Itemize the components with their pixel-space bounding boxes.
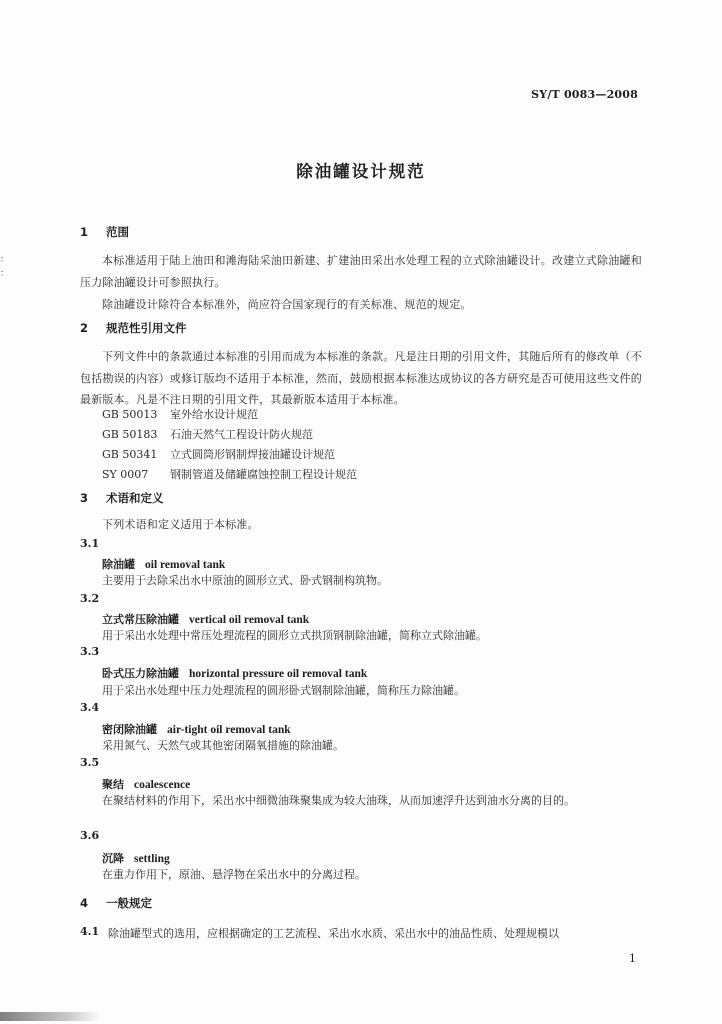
term-clause-number: 3.1: [80, 537, 100, 550]
term-definition: 用于采出水处理中压力处理流程的圆形卧式钢制除油罐，简称压力除油罐。: [102, 684, 465, 697]
references-intro-paragraph: 下列文件中的条款通过本标准的引用而成为本标准的条款。凡是注日期的引用文件，其随后所有的修改单（不包括勘误的内容）或修订版均不适用于本标准，然而，鼓励根据本标准达成协议的各方研究是否可使用这些文件的最新版本。凡是不注日期的引用文件，其最新版本适用于本标准。: [80, 350, 642, 407]
clause-number: 4.1: [80, 925, 100, 938]
term-english: air-tight oil removal tank: [167, 724, 291, 736]
document-code-header: SY/T 0083—2008: [531, 88, 638, 101]
section-heading-general: [80, 895, 152, 911]
term-english: coalescence: [134, 779, 191, 791]
term-clause-number: 3.2: [80, 592, 100, 605]
reference-item: [102, 405, 258, 425]
section-number: 2: [80, 321, 89, 335]
term-clause-number: 3.3: [80, 645, 100, 658]
term-heading: [102, 665, 367, 681]
section-heading-references: [80, 320, 187, 336]
section-title: 规范性引用文件: [106, 321, 187, 335]
term-definition: 用于采出水处理中常压处理流程的圆形立式拱顶钢制除油罐，简称立式除油罐。: [102, 629, 487, 642]
section-number: 4: [80, 896, 89, 910]
section-title: 术语和定义: [106, 491, 164, 505]
section-number: 1: [80, 225, 89, 239]
reference-item: [102, 445, 335, 465]
document-title: 除油罐设计规范: [296, 162, 426, 181]
term-chinese: 密闭除油罐: [102, 723, 157, 736]
section-number: 3: [80, 491, 89, 505]
reference-name: 室外给水设计规范: [170, 408, 258, 421]
term-chinese: 立式常压除油罐: [102, 613, 179, 626]
term-clause-number: 3.6: [80, 829, 100, 842]
section-title: 范围: [106, 225, 129, 239]
scan-margin-mark: ：: [0, 255, 10, 265]
scope-paragraph: 本标准适用于陆上油田和滩海陆采油田新建、扩建油田采出水处理工程的立式除油罐设计。改建立式除油罐和压力除油罐设计可参照执行。: [80, 254, 642, 289]
reference-name: 石油天然气工程设计防火规范: [170, 428, 313, 441]
section-heading-scope: [80, 224, 129, 240]
section-heading-terms: [80, 490, 164, 506]
term-chinese: 卧式压力除油罐: [102, 667, 179, 680]
term-clause-number: 3.5: [80, 756, 100, 769]
reference-name: 立式圆筒形钢制焊接油罐设计规范: [170, 448, 335, 461]
term-definition: 采用氮气、天然气或其他密闭隔氧措施的除油罐。: [102, 739, 344, 752]
reference-code: GB 50341: [102, 448, 158, 461]
reference-name: 钢制管道及储罐腐蚀控制工程设计规范: [170, 468, 357, 481]
term-english: settling: [134, 853, 170, 865]
reference-code: SY 0007: [102, 468, 149, 481]
term-definition: 在重力作用下，原油、悬浮物在采出水中的分离过程。: [102, 868, 366, 881]
section-title: 一般规定: [106, 896, 152, 910]
reference-code: GB 50013: [102, 408, 158, 421]
term-english: vertical oil removal tank: [189, 614, 310, 626]
reference-item: [102, 425, 313, 445]
term-chinese: 除油罐: [102, 558, 135, 571]
term-clause-number: 3.4: [80, 701, 100, 714]
term-english: oil removal tank: [145, 559, 226, 571]
term-definition: 主要用于去除采出水中原油的圆形立式、卧式钢制构筑物。: [102, 574, 388, 587]
page-number: 1: [629, 952, 636, 965]
clause-text: 除油罐型式的选用，应根据确定的工艺流程、采出水水质、采出水中的油品性质、处理规模以: [108, 927, 559, 940]
reference-code: GB 50183: [102, 428, 158, 441]
term-chinese: 沉降: [102, 852, 124, 865]
term-english: horizontal pressure oil removal tank: [189, 668, 368, 680]
scope-paragraph: 除油罐设计除符合本标准外，尚应符合国家现行的有关标准、规范的规定。: [102, 298, 472, 311]
scan-margin-mark: ：: [0, 269, 10, 279]
term-definition: 在聚结材料的作用下，采出水中细微油珠聚集成为较大油珠，从而加速浮升达到油水分离的目的。: [102, 794, 575, 807]
scan-smudge: [0, 1012, 100, 1021]
reference-item: [102, 465, 357, 485]
term-chinese: 聚结: [102, 778, 124, 791]
terms-intro-paragraph: 下列术语和定义适用于本标准。: [102, 518, 259, 531]
